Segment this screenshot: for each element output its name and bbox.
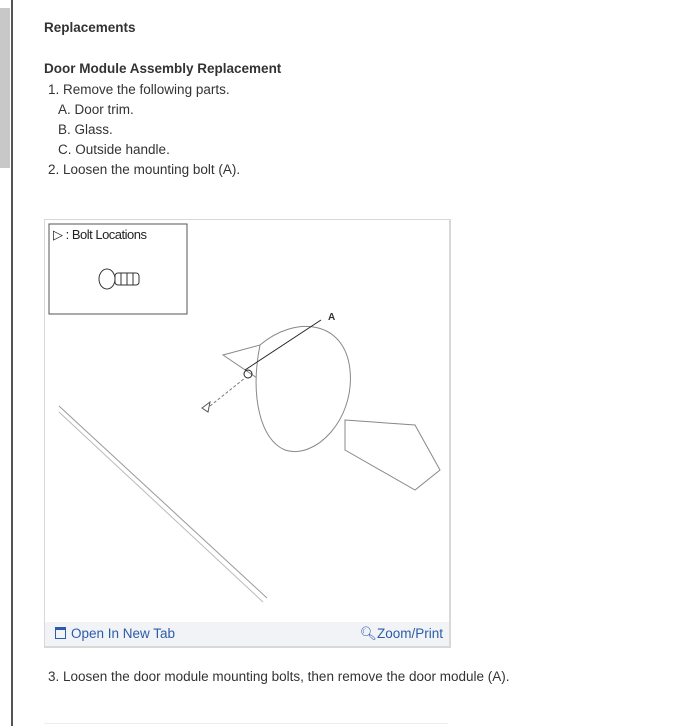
new-tab-icon xyxy=(55,627,66,639)
figure-footer xyxy=(45,622,449,646)
legend-bolt-locations: ▷ : Bolt Locations xyxy=(53,227,147,242)
step-3: 3. Loosen the door module mounting bolts, then remove the door module (A). xyxy=(48,669,510,684)
zoom-print-link[interactable] xyxy=(360,626,443,642)
callout-a: A xyxy=(328,312,336,323)
zoom-print-label: Zoom/Print xyxy=(376,626,443,641)
step-1a: A. Door trim. xyxy=(58,102,134,117)
step-1c: C. Outside handle. xyxy=(58,142,170,157)
open-in-new-tab-link[interactable] xyxy=(55,626,175,641)
step-1: 1. Remove the following parts. xyxy=(48,82,230,97)
figure-bolt-location xyxy=(44,219,451,648)
section-title: Replacements xyxy=(44,20,136,35)
next-figure-edge xyxy=(44,723,448,724)
open-in-new-tab-label: Open In New Tab xyxy=(71,626,176,641)
door-handle-diagram xyxy=(45,220,449,620)
step-2: 2. Loosen the mounting bolt (A). xyxy=(48,162,241,177)
panel-divider xyxy=(11,0,13,726)
step-1b: B. Glass. xyxy=(58,122,113,137)
scrollbar-thumb[interactable] xyxy=(0,8,10,168)
zoom-in-icon: 🔍︎ xyxy=(359,626,377,641)
procedure-title: Door Module Assembly Replacement xyxy=(44,61,282,76)
